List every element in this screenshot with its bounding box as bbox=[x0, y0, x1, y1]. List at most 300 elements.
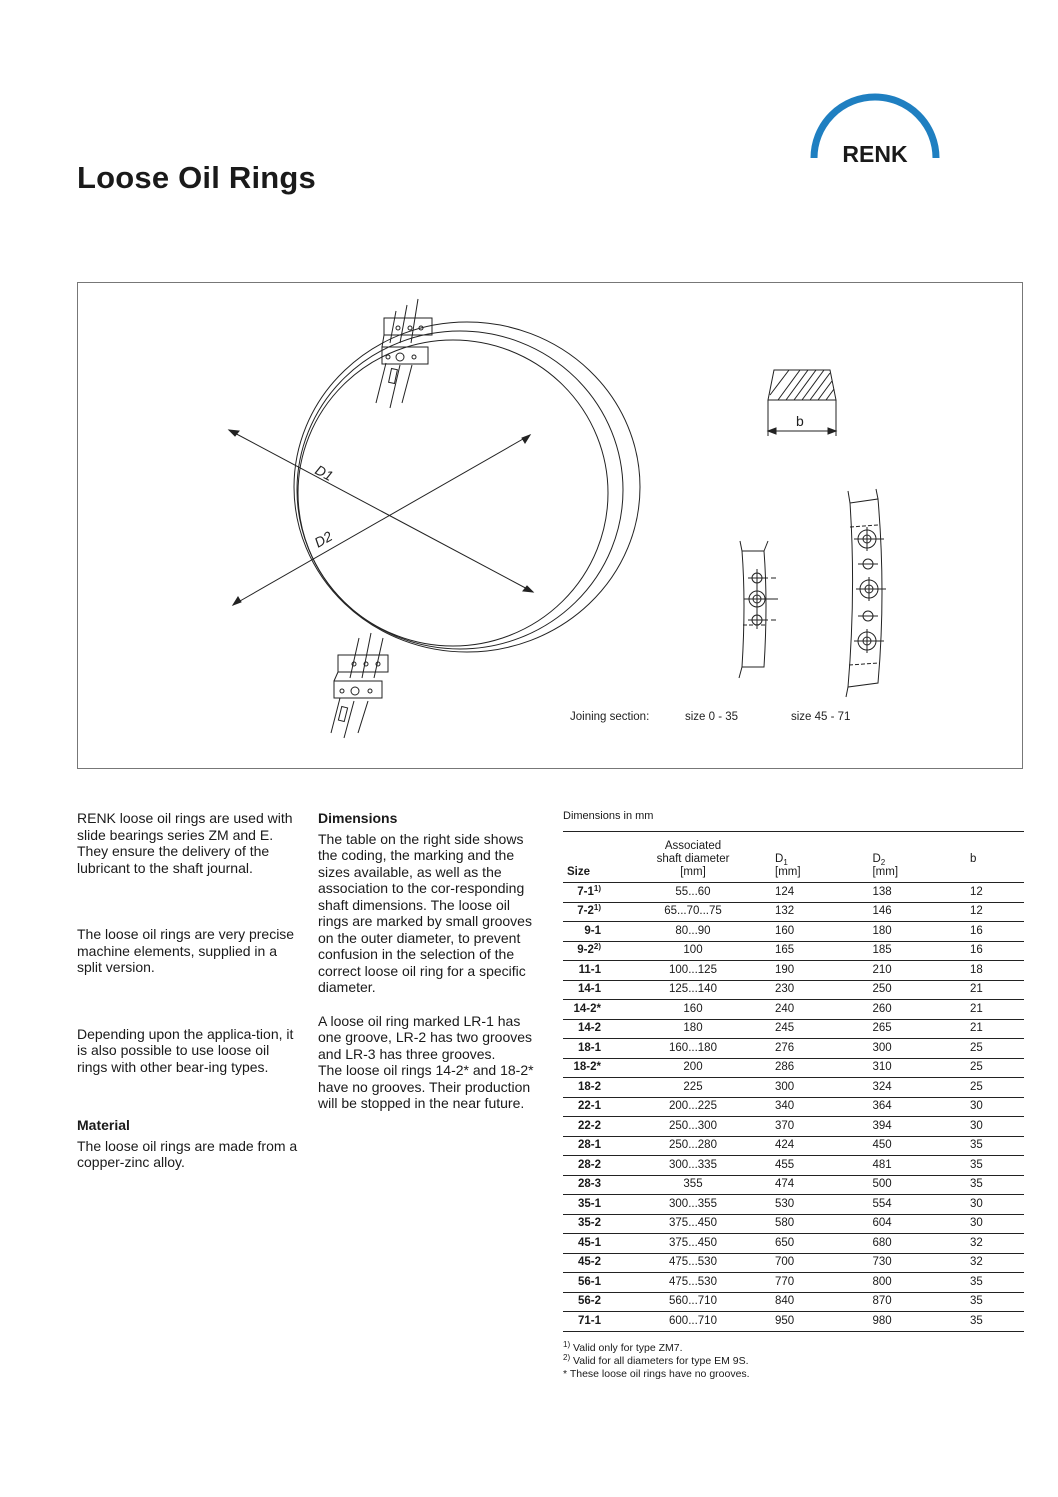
cell-size-value: 18-2* bbox=[573, 1061, 601, 1074]
table-row bbox=[563, 1312, 1024, 1332]
cell-size-footnote: 1) bbox=[593, 903, 601, 913]
table-row bbox=[563, 941, 1024, 961]
cell-b bbox=[958, 1156, 1024, 1176]
cell-b-value: 18 bbox=[969, 963, 983, 976]
joining-caption-label: Joining section: bbox=[570, 711, 650, 723]
cell-shaft-value: 200 bbox=[683, 1061, 703, 1074]
cell-size bbox=[563, 1234, 623, 1254]
cell-b-value: 32 bbox=[969, 1256, 983, 1269]
cell-d2-value: 146 bbox=[872, 905, 892, 918]
cell-size-value: 9-1 bbox=[584, 924, 601, 937]
cell-shaft bbox=[623, 1097, 763, 1117]
header-d1-unit: [mm] bbox=[775, 866, 801, 878]
cell-d2 bbox=[860, 1253, 957, 1273]
cell-d1 bbox=[763, 1097, 860, 1117]
cell-d1 bbox=[763, 922, 860, 942]
cell-d1-value: 340 bbox=[775, 1100, 795, 1113]
dimensions-table bbox=[563, 831, 1024, 1332]
cell-shaft-value: 355 bbox=[683, 1178, 703, 1191]
table-row bbox=[563, 1039, 1024, 1059]
units-label: Dimensions in mm bbox=[563, 810, 654, 822]
cell-d2-value: 180 bbox=[872, 924, 892, 937]
cell-shaft bbox=[623, 1078, 763, 1098]
cell-b bbox=[958, 980, 1024, 1000]
cell-d2 bbox=[860, 1097, 957, 1117]
cell-shaft-value: 560...710 bbox=[669, 1295, 717, 1308]
dimension-lines bbox=[229, 430, 533, 605]
bottom-joint bbox=[331, 633, 388, 738]
cell-shaft-value: 300...355 bbox=[669, 1197, 717, 1210]
cell-shaft bbox=[623, 980, 763, 1000]
cell-d2 bbox=[860, 922, 957, 942]
cell-size-value: 22-1 bbox=[577, 1100, 601, 1113]
cell-d2-value: 481 bbox=[872, 1158, 892, 1171]
table-row bbox=[563, 1292, 1024, 1312]
table-body bbox=[563, 883, 1024, 1332]
header-d2 bbox=[860, 832, 957, 883]
cell-shaft-value: 300...335 bbox=[669, 1158, 717, 1171]
cell-shaft bbox=[623, 1234, 763, 1254]
cell-d2-value: 260 bbox=[872, 1002, 892, 1015]
cell-shaft-value: 375...450 bbox=[669, 1217, 717, 1230]
cell-size bbox=[563, 883, 623, 903]
cell-shaft bbox=[623, 883, 763, 903]
cell-b bbox=[958, 1117, 1024, 1137]
dimensions-heading: Dimensions bbox=[318, 810, 398, 826]
cell-shaft-value: 225 bbox=[683, 1080, 703, 1093]
footnote-mark: 1) bbox=[563, 1339, 571, 1349]
cell-d2-value: 680 bbox=[872, 1236, 892, 1249]
cell-b bbox=[958, 902, 1024, 922]
header-shaft-line3: [mm] bbox=[680, 866, 706, 878]
cell-size bbox=[563, 1058, 623, 1078]
table-row bbox=[563, 1000, 1024, 1020]
cell-d1 bbox=[763, 1195, 860, 1215]
table-footnotes bbox=[563, 1339, 1024, 1381]
cell-d1-value: 770 bbox=[775, 1275, 795, 1288]
cell-d1-value: 276 bbox=[775, 1041, 795, 1054]
cell-size-value: 9-2 bbox=[577, 944, 594, 957]
header-d1-sub: 1 bbox=[783, 858, 788, 867]
header-d2-unit: [mm] bbox=[872, 866, 899, 878]
cell-d1-value: 124 bbox=[775, 885, 795, 898]
joining-section-small bbox=[739, 541, 778, 678]
cell-b bbox=[958, 941, 1024, 961]
cell-d2-value: 210 bbox=[872, 963, 892, 976]
table-row bbox=[563, 1117, 1024, 1137]
cell-shaft-value: 475...530 bbox=[669, 1256, 717, 1269]
cell-d2-value: 138 bbox=[872, 885, 892, 898]
table-row bbox=[563, 1273, 1024, 1293]
cell-size-value: 28-3 bbox=[577, 1178, 601, 1191]
cell-d2-value: 980 bbox=[872, 1314, 892, 1327]
cell-d1-value: 370 bbox=[775, 1119, 795, 1132]
cell-b bbox=[958, 1253, 1024, 1273]
cell-shaft-value: 160...180 bbox=[669, 1041, 717, 1054]
cell-shaft bbox=[623, 1058, 763, 1078]
cell-b-value: 35 bbox=[969, 1295, 983, 1308]
cell-d1 bbox=[763, 1234, 860, 1254]
cell-shaft-value: 600...710 bbox=[669, 1314, 717, 1327]
cell-shaft bbox=[623, 961, 763, 981]
footnote bbox=[563, 1352, 1024, 1368]
cell-d2 bbox=[860, 1292, 957, 1312]
cell-d1 bbox=[763, 1117, 860, 1137]
header-shaft bbox=[623, 832, 763, 883]
table-row bbox=[563, 1195, 1024, 1215]
cell-d2 bbox=[860, 961, 957, 981]
drawing-frame bbox=[77, 282, 1023, 769]
cell-size-footnote: 2) bbox=[593, 942, 601, 952]
cell-shaft-value: 125...140 bbox=[669, 983, 717, 996]
cell-b bbox=[958, 1273, 1024, 1293]
cell-d1 bbox=[763, 1273, 860, 1293]
renk-logo bbox=[808, 86, 942, 164]
cell-d1-value: 950 bbox=[775, 1314, 795, 1327]
table-header-row bbox=[563, 832, 1024, 883]
material-heading: Material bbox=[77, 1117, 130, 1133]
cell-d1-value: 840 bbox=[775, 1295, 795, 1308]
table-row bbox=[563, 922, 1024, 942]
cell-d1 bbox=[763, 1175, 860, 1195]
cell-size bbox=[563, 902, 623, 922]
cell-size-value: 56-2 bbox=[577, 1295, 601, 1308]
cell-size bbox=[563, 1195, 623, 1215]
cell-d2-value: 324 bbox=[872, 1080, 892, 1093]
cell-d2-value: 250 bbox=[872, 983, 892, 996]
cell-d1 bbox=[763, 980, 860, 1000]
cell-size bbox=[563, 1136, 623, 1156]
cell-shaft bbox=[623, 1117, 763, 1137]
ring-outline bbox=[294, 322, 640, 652]
cell-d1 bbox=[763, 883, 860, 903]
cell-shaft bbox=[623, 1039, 763, 1059]
cell-d1-value: 455 bbox=[775, 1158, 795, 1171]
cell-shaft bbox=[623, 922, 763, 942]
cell-d2 bbox=[860, 1234, 957, 1254]
cell-d1 bbox=[763, 902, 860, 922]
cell-d2 bbox=[860, 902, 957, 922]
table-row bbox=[563, 883, 1024, 903]
cell-shaft bbox=[623, 1195, 763, 1215]
cell-size-value: 71-1 bbox=[577, 1314, 601, 1327]
table-row bbox=[563, 1234, 1024, 1254]
footnote-text: * These loose oil rings have no grooves. bbox=[563, 1367, 750, 1380]
header-d2-symbol: D bbox=[872, 853, 881, 865]
cell-d2 bbox=[860, 1117, 957, 1137]
cell-size-value: 11-1 bbox=[578, 963, 601, 976]
cell-d1-value: 580 bbox=[775, 1217, 795, 1230]
cell-b bbox=[958, 961, 1024, 981]
cell-d1 bbox=[763, 1019, 860, 1039]
cell-b bbox=[958, 922, 1024, 942]
logo-text: RENK bbox=[842, 141, 908, 164]
cell-b bbox=[958, 1078, 1024, 1098]
cell-d2-value: 730 bbox=[872, 1256, 892, 1269]
table-row bbox=[563, 961, 1024, 981]
cell-d2-value: 185 bbox=[872, 944, 892, 957]
cell-d1 bbox=[763, 1214, 860, 1234]
cell-d2-value: 500 bbox=[872, 1178, 892, 1191]
cell-b-value: 30 bbox=[969, 1119, 983, 1132]
cell-shaft-value: 100...125 bbox=[669, 963, 717, 976]
cell-d2-value: 800 bbox=[872, 1275, 892, 1288]
cell-shaft bbox=[623, 1273, 763, 1293]
cell-size bbox=[563, 1097, 623, 1117]
loose-oil-ring-drawing bbox=[78, 283, 1022, 768]
cell-d2-value: 554 bbox=[872, 1197, 892, 1210]
cell-b-value: 21 bbox=[969, 1002, 983, 1015]
cell-d2 bbox=[860, 883, 957, 903]
top-joint bbox=[376, 299, 432, 408]
table-row bbox=[563, 1175, 1024, 1195]
cell-d2 bbox=[860, 1078, 957, 1098]
dimensions-column bbox=[318, 810, 544, 1112]
cell-size bbox=[563, 1039, 623, 1059]
cell-size bbox=[563, 1019, 623, 1039]
cell-d1-value: 245 bbox=[775, 1022, 795, 1035]
cell-size bbox=[563, 922, 623, 942]
cell-shaft-value: 375...450 bbox=[669, 1236, 717, 1249]
cell-d2 bbox=[860, 1214, 957, 1234]
cell-size bbox=[563, 941, 623, 961]
table-row bbox=[563, 1156, 1024, 1176]
cell-size-value: 18-1 bbox=[577, 1041, 601, 1054]
cell-size bbox=[563, 1312, 623, 1332]
label-d1: D1 bbox=[312, 461, 336, 485]
cell-d1-value: 530 bbox=[775, 1197, 795, 1210]
cell-d2-value: 604 bbox=[872, 1217, 892, 1230]
cell-size-value: 14-1 bbox=[577, 983, 601, 996]
dimensions-table-section bbox=[563, 810, 1024, 1381]
cell-d2-value: 450 bbox=[872, 1139, 892, 1152]
cell-b bbox=[958, 1214, 1024, 1234]
cell-shaft-value: 80...90 bbox=[675, 924, 711, 937]
cell-b bbox=[958, 1195, 1024, 1215]
cell-d1 bbox=[763, 1039, 860, 1059]
cell-size-value: 45-1 bbox=[577, 1236, 601, 1249]
cell-d1 bbox=[763, 1058, 860, 1078]
cell-d2-value: 364 bbox=[872, 1100, 892, 1113]
cell-b-value: 30 bbox=[969, 1217, 983, 1230]
table-row bbox=[563, 1019, 1024, 1039]
header-shaft-line1: Associated bbox=[664, 840, 722, 852]
cell-d2-value: 300 bbox=[872, 1041, 892, 1054]
cell-d2 bbox=[860, 1156, 957, 1176]
cell-d1-value: 240 bbox=[775, 1002, 795, 1015]
cell-b-value: 35 bbox=[969, 1314, 983, 1327]
cell-d2 bbox=[860, 941, 957, 961]
cell-size-value: 35-1 bbox=[577, 1197, 601, 1210]
cell-shaft-value: 100 bbox=[683, 944, 703, 957]
dimensions-paragraph-1: The table on the right side shows the coding, the marking and the sizes available, as well as the association to the cor-responding shaft dimensions. The loose oil rings are marked by small grooves on the outer diameter, to prevent confusion in the selection of the correct loose oil ring for a specific diameter. bbox=[318, 830, 532, 995]
cell-b bbox=[958, 1175, 1024, 1195]
footnote bbox=[563, 1368, 1024, 1381]
material-text: The loose oil rings are made from a copper-zinc alloy. bbox=[77, 1137, 298, 1170]
cell-shaft-value: 180 bbox=[683, 1022, 703, 1035]
table-row bbox=[563, 1078, 1024, 1098]
cell-b-value: 21 bbox=[969, 1022, 983, 1035]
cell-shaft-value: 475...530 bbox=[669, 1275, 717, 1288]
cell-d1 bbox=[763, 1000, 860, 1020]
cell-d1 bbox=[763, 961, 860, 981]
cell-b bbox=[958, 1312, 1024, 1332]
footnote bbox=[563, 1339, 1024, 1355]
cell-size bbox=[563, 1214, 623, 1234]
header-size: Size bbox=[563, 832, 623, 883]
cell-d2-value: 265 bbox=[872, 1022, 892, 1035]
cell-size bbox=[563, 1000, 623, 1020]
intro-paragraph-1: RENK loose oil rings are used with slide bearings series ZM and E. They ensure the delivery of the lubricant to the shaft journal. bbox=[77, 810, 293, 876]
cell-size-value: 22-2 bbox=[577, 1119, 601, 1132]
cell-size-value: 14-2* bbox=[573, 1002, 601, 1015]
cell-b-value: 16 bbox=[969, 924, 983, 937]
cell-size-value: 7-1 bbox=[577, 885, 594, 898]
cell-d2-value: 394 bbox=[872, 1119, 892, 1132]
cell-size-value: 7-2 bbox=[577, 905, 594, 918]
cell-b-value: 30 bbox=[969, 1100, 983, 1113]
cell-b-value: 35 bbox=[969, 1158, 983, 1171]
footnote-mark: 2) bbox=[563, 1352, 571, 1362]
table-row bbox=[563, 902, 1024, 922]
cell-size bbox=[563, 980, 623, 1000]
cell-b-value: 35 bbox=[969, 1275, 983, 1288]
cell-size bbox=[563, 1078, 623, 1098]
cell-d2 bbox=[860, 1019, 957, 1039]
cell-size-value: 14-2 bbox=[577, 1022, 601, 1035]
cell-b bbox=[958, 1292, 1024, 1312]
intro-column bbox=[77, 810, 299, 1171]
cell-size bbox=[563, 1156, 623, 1176]
header-d1-symbol: D bbox=[775, 853, 784, 865]
cell-shaft bbox=[623, 1175, 763, 1195]
cell-b-value: 25 bbox=[969, 1041, 983, 1054]
cell-b bbox=[958, 883, 1024, 903]
header-b: b bbox=[958, 832, 1024, 883]
cell-b-value: 25 bbox=[969, 1080, 983, 1093]
cell-b bbox=[958, 1234, 1024, 1254]
table-row bbox=[563, 1058, 1024, 1078]
cell-shaft-value: 65...70...75 bbox=[664, 905, 722, 918]
cell-d2 bbox=[860, 1000, 957, 1020]
cell-shaft bbox=[623, 1214, 763, 1234]
cell-d1 bbox=[763, 1312, 860, 1332]
cell-shaft-value: 55...60 bbox=[675, 885, 711, 898]
cell-shaft bbox=[623, 1136, 763, 1156]
cell-d1-value: 230 bbox=[775, 983, 795, 996]
cell-b-value: 16 bbox=[969, 944, 983, 957]
cell-d2 bbox=[860, 1136, 957, 1156]
cell-d1 bbox=[763, 1292, 860, 1312]
intro-paragraph-3: Depending upon the applica-tion, it is also possible to use loose oil rings with other bear-ing types. bbox=[77, 1025, 294, 1075]
cell-d1-value: 190 bbox=[775, 963, 795, 976]
joining-section-large bbox=[846, 489, 886, 697]
cell-shaft-value: 250...300 bbox=[669, 1119, 717, 1132]
cell-size-value: 56-1 bbox=[577, 1275, 601, 1288]
header-d1 bbox=[763, 832, 860, 883]
cell-d2 bbox=[860, 1058, 957, 1078]
cell-d1-value: 286 bbox=[775, 1061, 795, 1074]
header-d2-sub: 2 bbox=[880, 858, 886, 867]
table-row bbox=[563, 1253, 1024, 1273]
cell-size bbox=[563, 1253, 623, 1273]
cell-b-value: 25 bbox=[969, 1061, 983, 1074]
table-row bbox=[563, 1214, 1024, 1234]
cell-shaft bbox=[623, 1292, 763, 1312]
label-d2: D2 bbox=[311, 527, 336, 551]
table-row bbox=[563, 1136, 1024, 1156]
cell-d2 bbox=[860, 1312, 957, 1332]
cell-d2 bbox=[860, 1175, 957, 1195]
cell-d2-value: 310 bbox=[872, 1061, 892, 1074]
cell-b bbox=[958, 1019, 1024, 1039]
cell-d1-value: 700 bbox=[775, 1256, 795, 1269]
cell-d1 bbox=[763, 1156, 860, 1176]
cell-d2 bbox=[860, 980, 957, 1000]
cell-b bbox=[958, 1097, 1024, 1117]
cell-shaft-value: 200...225 bbox=[669, 1100, 717, 1113]
cell-d1 bbox=[763, 1136, 860, 1156]
cell-d1 bbox=[763, 941, 860, 961]
cell-d1-value: 650 bbox=[775, 1236, 795, 1249]
cell-d2 bbox=[860, 1273, 957, 1293]
cell-b bbox=[958, 1058, 1024, 1078]
label-b: b bbox=[796, 413, 804, 429]
cell-size-footnote: 1) bbox=[593, 883, 601, 893]
cell-b bbox=[958, 1136, 1024, 1156]
table-row bbox=[563, 1097, 1024, 1117]
cell-size-value: 28-1 bbox=[577, 1139, 601, 1152]
cell-size bbox=[563, 1292, 623, 1312]
cell-shaft bbox=[623, 1156, 763, 1176]
cell-b-value: 12 bbox=[969, 885, 983, 898]
cell-b-value: 30 bbox=[969, 1197, 983, 1210]
cell-shaft bbox=[623, 1000, 763, 1020]
cell-b bbox=[958, 1039, 1024, 1059]
cell-d1-value: 132 bbox=[775, 905, 795, 918]
cell-size-value: 35-2 bbox=[577, 1217, 601, 1230]
cell-d2 bbox=[860, 1039, 957, 1059]
cell-d1-value: 165 bbox=[775, 944, 795, 957]
cell-size bbox=[563, 1273, 623, 1293]
cell-d1-value: 160 bbox=[775, 924, 795, 937]
cell-b-value: 12 bbox=[969, 905, 983, 918]
dimensions-paragraph-2: A loose oil ring marked LR-1 has one groove, LR-2 has two grooves and LR-3 has three grooves. bbox=[318, 1012, 533, 1062]
cell-shaft bbox=[623, 1019, 763, 1039]
cell-size bbox=[563, 1175, 623, 1195]
cell-d1-value: 474 bbox=[775, 1178, 795, 1191]
cell-shaft bbox=[623, 1253, 763, 1273]
cell-d1 bbox=[763, 1253, 860, 1273]
cell-shaft bbox=[623, 902, 763, 922]
cell-shaft-value: 160 bbox=[683, 1002, 703, 1015]
cell-shaft bbox=[623, 941, 763, 961]
cell-d1 bbox=[763, 1078, 860, 1098]
cell-size-value: 18-2 bbox=[577, 1080, 601, 1093]
cell-d2-value: 870 bbox=[872, 1295, 892, 1308]
page-title: Loose Oil Rings bbox=[77, 160, 316, 195]
header-shaft-line2: shaft diameter bbox=[656, 853, 730, 865]
dimensions-paragraph-3: The loose oil rings 14-2* and 18-2* have no grooves. Their production will be stopped in the near future. bbox=[318, 1062, 534, 1111]
cell-size-value: 45-2 bbox=[577, 1256, 601, 1269]
cell-shaft bbox=[623, 1312, 763, 1332]
joining-caption-size-a: size 0 - 35 bbox=[685, 711, 739, 723]
cell-size bbox=[563, 961, 623, 981]
cell-b-value: 32 bbox=[969, 1236, 983, 1249]
intro-paragraph-2: The loose oil rings are very precise machine elements, supplied in a split version. bbox=[77, 926, 295, 975]
cell-size-value: 28-2 bbox=[577, 1158, 601, 1171]
cell-d2 bbox=[860, 1195, 957, 1215]
